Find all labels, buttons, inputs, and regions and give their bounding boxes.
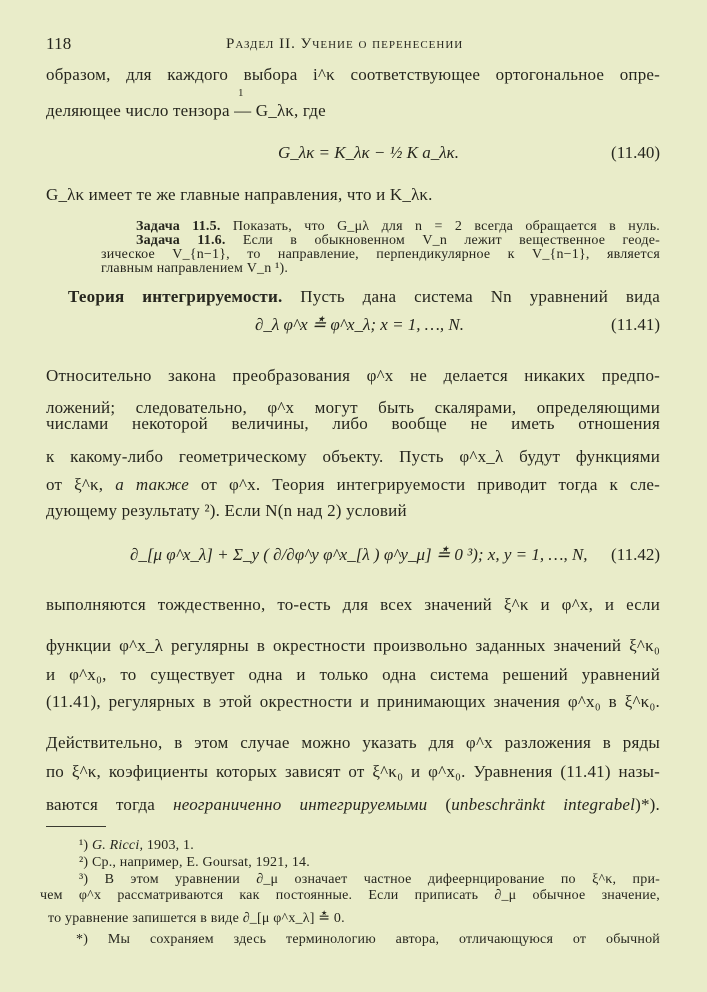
footnote-3-line: то уравнение запишется в виде ∂_[μ φ^x_λ] ≛ 0. bbox=[48, 911, 345, 926]
paragraph-line: ложений; следовательно, φ^x могут быть скалярами, определяющими bbox=[46, 398, 660, 417]
task-line: зическое V_{n−1}, то направление, перпендикулярное к V_{n−1}, является bbox=[101, 247, 660, 262]
equation-number: (11.40) bbox=[611, 143, 660, 162]
paragraph-line: и φ^x₀, то существует одна и только одна система решений уравнений bbox=[46, 665, 660, 684]
paragraph-line: G_λκ имеет те же главные направления, что и K_λκ. bbox=[46, 185, 433, 204]
equation-11-40: G_λκ = K_λκ − ½ K a_λκ. bbox=[278, 143, 459, 162]
footnote-4: *) Мы сохраняем здесь терминологию автора, отличающуюся от обычной bbox=[76, 932, 660, 947]
paragraph-line: по ξ^κ, коэфициенты которых зависят от ξ^κ₀ и φ^x₀. Уравнения (11.41) назы- bbox=[46, 762, 660, 781]
task-11-5: Задача 11.5. Показать, что G_μλ для n = 2 всегда обращается в нуль. bbox=[136, 219, 661, 234]
task-line: главным направлением V_n ¹). bbox=[101, 261, 289, 276]
equation-number: (11.42) bbox=[611, 545, 660, 564]
page-header bbox=[46, 34, 660, 54]
equation-number: (11.41) bbox=[611, 315, 660, 334]
paragraph-line: дующему результату ²). Если N(n над 2) условий bbox=[46, 501, 407, 520]
index-sub: 1 bbox=[238, 87, 244, 99]
footnote-divider bbox=[46, 826, 106, 827]
footnote-2: ²) Ср., например, E. Goursat, 1921, 14. bbox=[79, 855, 310, 870]
section-paragraph: Теория интегрируемости. Пусть дана система Nn уравнений вида bbox=[68, 287, 660, 306]
paragraph-line: выполняются тождественно, то-есть для всех значений ξ^κ и φ^x, и если bbox=[46, 595, 660, 614]
footnote-1: ¹) G. Ricci, 1903, 1. bbox=[79, 838, 194, 853]
paragraph-line: Действительно, в этом случае можно указать для φ^x разложения в ряды bbox=[46, 733, 660, 752]
paragraph-line: (11.41), регулярных в этой окрестности и принимающих значения φ^x₀ в ξ^κ₀. bbox=[46, 692, 660, 711]
paragraph-line: Относительно закона преобразования φ^x не делается никаких предпо- bbox=[46, 366, 660, 385]
paragraph-line: образом, для каждого выбора i^κ соответствующее ортогональное опре- bbox=[46, 65, 660, 84]
paragraph-line: к какому-либо геометрическому объекту. Пусть φ^x_λ будут функциями bbox=[46, 447, 660, 466]
paragraph-line: от ξ^κ, а также от φ^x. Теория интегрируемости приводит тогда к сле- bbox=[46, 475, 660, 494]
running-title: Раздел II. Учение о перенесении bbox=[226, 36, 464, 52]
paragraph-line: деляющее число тензора — G_λκ, где bbox=[46, 101, 326, 120]
section-heading: Теория интегрируемости. bbox=[68, 287, 283, 306]
footnote-3-line: чем φ^x рассматриваются как постоянные. Если приписать ∂_μ обычное значение, bbox=[40, 888, 660, 903]
paragraph-line: ваются тогда неограниченно интегрируемыми (unbeschränkt integrabel)*). bbox=[46, 795, 660, 814]
page-number: 118 bbox=[46, 34, 72, 53]
equation-11-42: ∂_[μ φ^x_λ] + Σ_y ( ∂/∂φ^y φ^x_[λ ) φ^y_μ] ≛ 0 ³); x, y = 1, …, N, bbox=[130, 545, 588, 564]
paragraph-line: функции φ^x_λ регулярны в окрестности произвольно заданных значений ξ^κ₀ bbox=[46, 636, 660, 655]
footnote-3: ³) В этом уравнении ∂_μ означает частное дифеернцирование по ξ^κ, при- bbox=[79, 872, 660, 887]
task-11-6: Задача 11.6. Если в обыкновенном V_n лежит вещественное геоде- bbox=[136, 233, 661, 248]
equation-11-41: ∂_λ φ^x ≛ φ^x_λ; x = 1, …, N. bbox=[255, 315, 464, 334]
paragraph-line: числами некоторой величины, либо вообще не иметь отношения bbox=[46, 414, 660, 433]
